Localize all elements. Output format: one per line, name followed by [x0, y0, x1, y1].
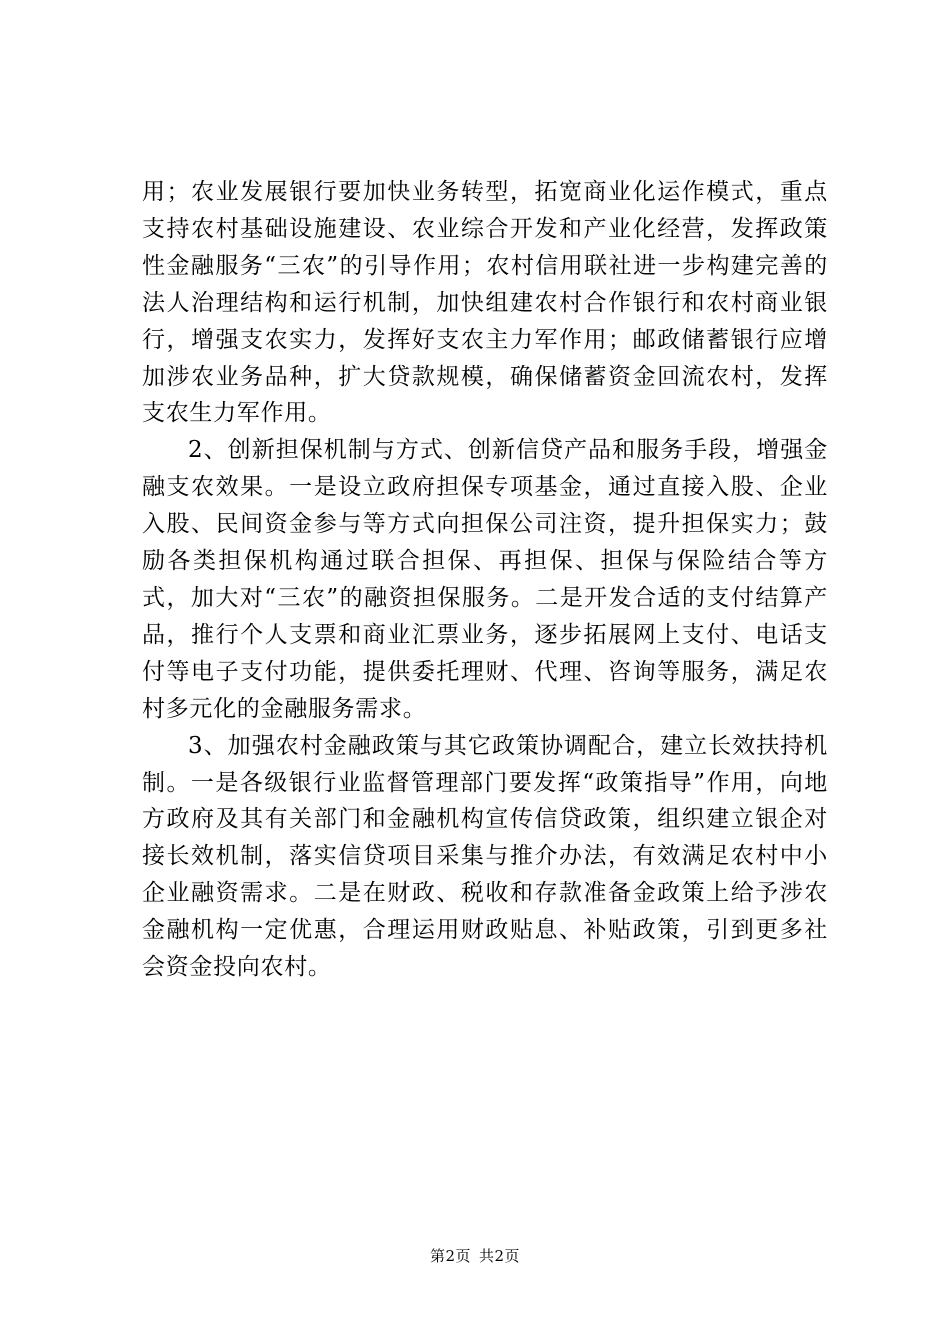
body-text — [142, 174, 828, 986]
page-number-current: 第2页 — [429, 1247, 471, 1265]
paragraph-continuation: 用；农业发展银行要加快业务转型，拓宽商业化运作模式，重点支持农村基础设施建设、农业综合开发和产业化经营，发挥政策性金融服务“三农”的引导作用；农村信用联社进一步构建完善的法人治理结构和运行机制，加快组建农村合作银行和农村商业银行，增强支农实力，发挥好支农主力军作用；邮政储蓄银行应增加涉农业务品种，扩大贷款规模，确保储蓄资金回流农村，发挥支农生力军作用。 — [142, 179, 828, 427]
paragraph-item-3: 3、加强农村金融政策与其它政策协调配合，建立长效扶持机制。一是各级银行业监督管理部门要发挥“政策指导”作用，向地方政府及其有关部门和金融机构宣传信贷政策，组织建立银企对接长效机制，落实信贷项目采集与推介办法，有效满足农村中小企业融资需求。二是在财政、税收和存款准备金政策上给予涉农金融机构一定优惠，合理运用财政贴息、补贴政策，引到更多社会资金投向农村。 — [142, 732, 828, 981]
page-footer — [0, 1246, 950, 1266]
paragraph-item-2: 2、创新担保机制与方式、创新信贷产品和服务手段，增强金融支农效果。一是设立政府担保专项基金，通过直接入股、企业入股、民间资金参与等方式向担保公司注资，提升担保实力；鼓励各类担保机构通过联合担保、再担保、担保与保险结合等方式，加大对“三农”的融资担保服务。二是开发合适的支付结算产品，推行个人支票和商业汇票业务，逐步拓展网上支付、电话支付等电子支付功能，提供委托理财、代理、咨询等服务，满足农村多元化的金融服务需求。 — [142, 437, 828, 722]
page-number-total: 共2页 — [479, 1247, 521, 1265]
